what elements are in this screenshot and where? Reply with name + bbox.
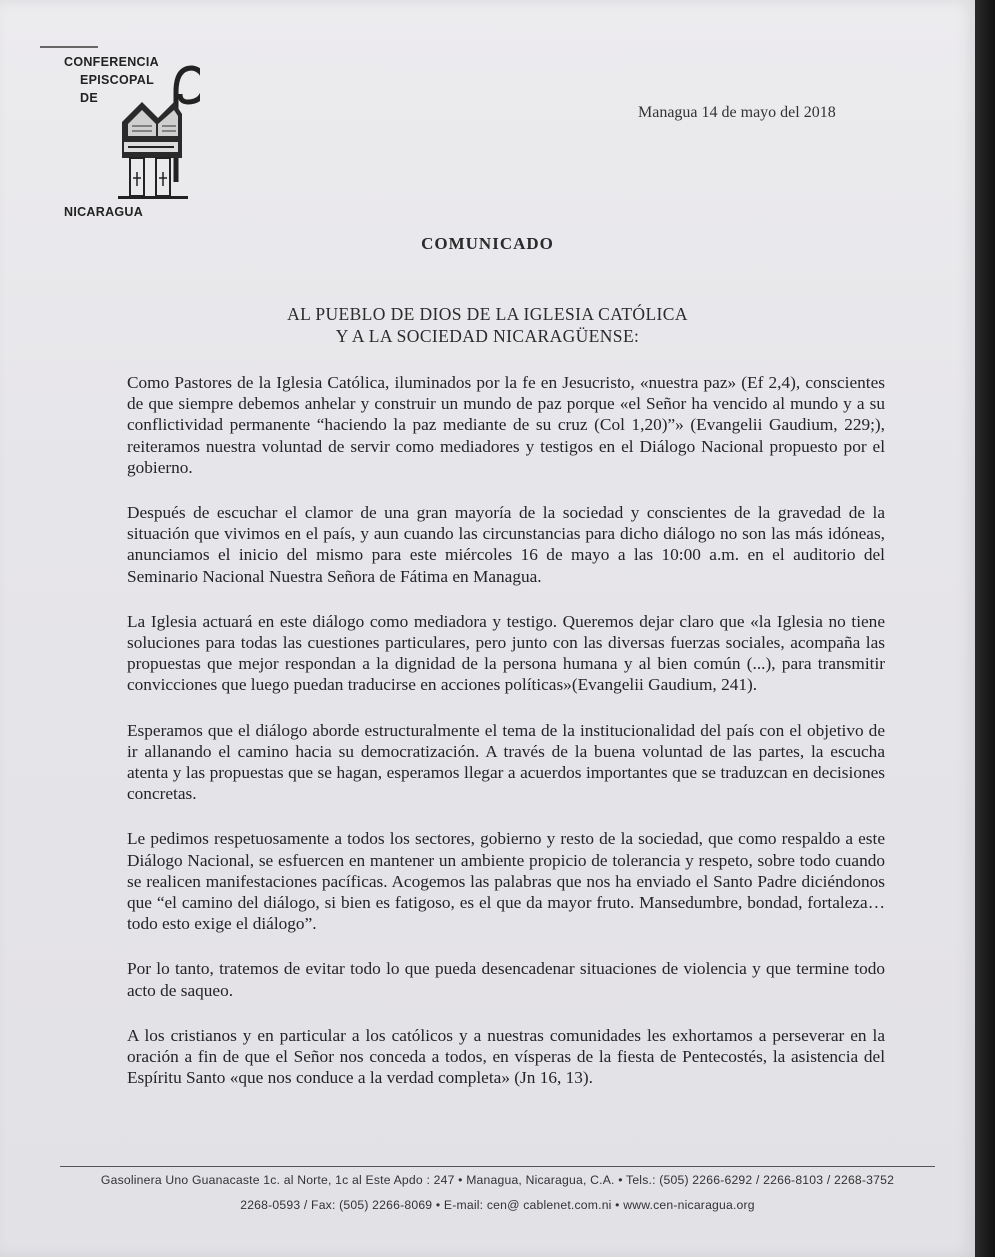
paragraph-3: La Iglesia actuará en este diálogo como mediadora y testigo. Queremos dejar claro que «la Iglesia no tiene soluciones para todas las cuestiones particulares, pero junto con las diversas fuerzas sociales, acompaña las propuestas que mejor respondan a la dignidad de la persona humana y al bien común (...), para transmitir convicciones que luego puedan traducirse en acciones políticas»(Evangelii Gaudium, 241). xyxy=(127,611,885,695)
paragraph-6: Por lo tanto, tratemos de evitar todo lo que pueda desencadenar situaciones de violencia y que termine todo acto de saqueo. xyxy=(127,959,885,1000)
footer-divider xyxy=(60,1166,935,1167)
background-edge xyxy=(975,0,995,1257)
letter-date: Managua 14 de mayo del 2018 xyxy=(638,104,836,121)
paragraph-7: A los cristianos y en particular a los católicos y a nuestras comunidades les exhortamos a perseverar en la oración a fin de que el Señor nos conceda a todos, en vísperas de la fiesta de Pentecostés, la asistencia del Espíritu Santo «que nos conduce a la verdad completa» (Jn 16, 13). xyxy=(127,1025,885,1088)
letter-body xyxy=(127,372,885,1112)
document-title: COMUNICADO xyxy=(421,234,554,253)
logo-text-episcopal: EPISCOPAL xyxy=(80,73,155,87)
footer-contact: 2268-0593 / Fax: (505) 2266-8069 • E-mail: cen@ cablenet.com.ni • www.cen-nicaragua.org xyxy=(240,1198,755,1212)
paragraph-4: Esperamos que el diálogo aborde estructuralmente el tema de la institucionalidad del país con el objetivo de ir allanando el camino hacia su democratización. A través de la buena voluntad de las partes, la escucha atenta y las propuestas que se hagan, esperamos llegar a acuerdos importantes que se traduzcan en decisiones concretas. xyxy=(127,720,885,804)
logo-rule xyxy=(40,46,98,48)
logo-text-de: DE xyxy=(80,91,98,105)
addressee xyxy=(0,303,975,347)
bishop-mitre-crozier-icon xyxy=(118,62,200,202)
addressee-line-2: Y A LA SOCIEDAD NICARAGÜENSE: xyxy=(335,326,640,346)
addressee-line-1: AL PUEBLO DE DIOS DE LA IGLESIA CATÓLICA xyxy=(287,304,688,324)
logo-text-conferencia: CONFERENCIA xyxy=(64,55,159,69)
paragraph-1: Como Pastores de la Iglesia Católica, iluminados por la fe en Jesucristo, «nuestra paz» (Ef 2,4), conscientes de que siempre debemos anhelar y construir un mundo de paz porque «el Señor ha vencido al mundo y a su conflictividad permanente “haciendo la paz mediante de su cruz (Col 1,20)”» (Evangelii Gaudium, 229;), reiteramos nuestra voluntad de servir como mediadores y testigos en el Diálogo Nacional propuesto por el gobierno. xyxy=(127,373,885,477)
paragraph-2: Después de escuchar el clamor de una gran mayoría de la sociedad y conscientes de la gravedad de la situación que vivimos en el país, y aun cuando las circunstancias para dicho diálogo no son las más idóneas, anunciamos el inicio del mismo para este miércoles 16 de mayo a las 10:00 a.m. en el auditorio del Seminario Nacional Nuestra Señora de Fátima en Managua. xyxy=(127,503,885,586)
cen-logo xyxy=(40,40,200,220)
paragraph-5: Le pedimos respetuosamente a todos los sectores, gobierno y resto de la sociedad, que como respaldo a este Diálogo Nacional, se esfuercen en mantener un ambiente propicio de tolerancia y respeto, sobre todo cuando se realicen manifestaciones pacíficas. Acogemos las palabras que nos ha enviado el Santo Padre diciéndonos que “el camino del diálogo, si bien es fatigoso, es el que da mayor fruto. Mansedumbre, bondad, fortaleza… todo esto exige el diálogo”. xyxy=(127,829,885,934)
logo-text-nicaragua: NICARAGUA xyxy=(64,205,144,219)
footer-address: Gasolinera Uno Guanacaste 1c. al Norte, 1c al Este Apdo : 247 • Managua, Nicaragua, C.A. • Tels.: (505) 2266-6292 / 2266-8103 / 2268-3752 xyxy=(100,1173,895,1187)
